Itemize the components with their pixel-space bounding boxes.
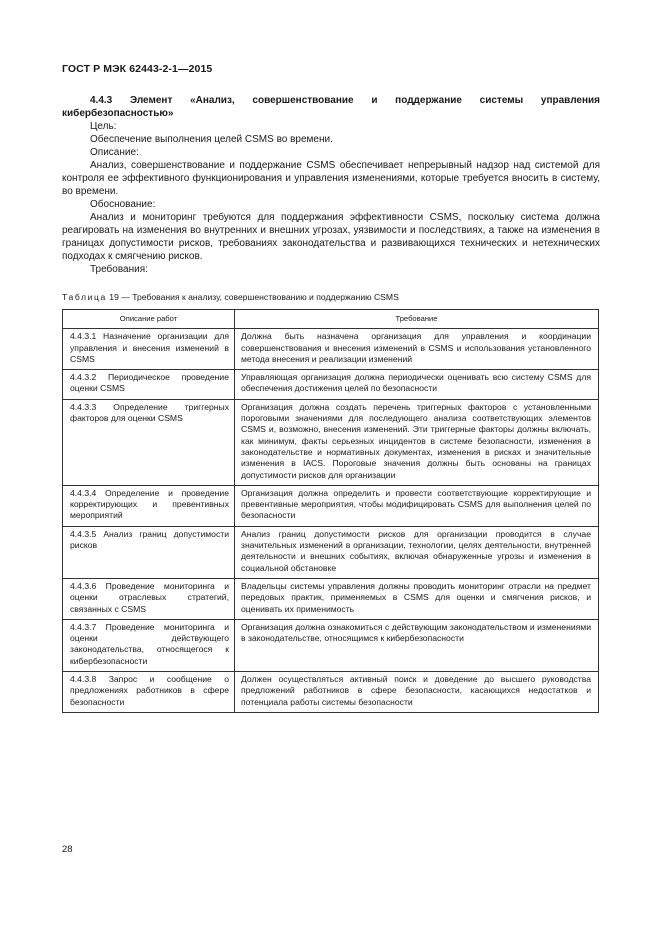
table-caption (62, 292, 399, 302)
requirement-cell: Должна быть назначена организация для управления и координации совершенствования и внесения изменений в CSMS и использования установленного метода внесения и реализации изменений (235, 329, 599, 370)
description-text: Анализ, совершенствование и поддержание CSMS обеспечивает непрерывный надзор над системой для контроля ее эффективного функционирования и управления изменениями, которые требуется вносить в систему, во времени. (62, 160, 600, 197)
table-row (63, 578, 599, 619)
table-row (63, 329, 599, 370)
goal-label: Цель: (90, 121, 117, 132)
description-label: Описание: (90, 147, 139, 158)
section-heading: 4.4.3 Элемент «Анализ, совершенствование и поддержание системы управления кибербезопасностью» (62, 95, 600, 119)
work-description-cell: 4.4.3.4 Определение и проведение корректирующих и превентивных мероприятий (63, 485, 235, 526)
table-row (63, 485, 599, 526)
column-header-work: Описание работ (63, 310, 235, 329)
requirement-cell: Организация должна определить и провести соответствующие корректирующие и превентивные мероприятия, чтобы модифицировать CSMS для выполнения целей по безопасности (235, 485, 599, 526)
work-description-cell: 4.4.3.3 Определение триггерных факторов для оценки CSMS (63, 399, 235, 485)
table-caption-prefix: Таблица (62, 292, 107, 302)
section-body (62, 94, 600, 276)
requirement-cell: Организация должна создать перечень триггерных факторов с установленными пороговыми значениями для последующего анализа соответствующих элементов CSMS и, возможно, внесения изменений. Эти триггерные факторы должны включать, как минимум, факты серьезных инцидентов в системе безопасности, изменения в законодательстве и нормативных документах, изменения в рисках и значительные изменения в IACS. Пороговые значения должны быть основаны на границах допустимости рисков для организации (235, 399, 599, 485)
table-row (63, 370, 599, 400)
table-row (63, 526, 599, 578)
rationale-text: Анализ и мониторинг требуются для поддержания эффективности CSMS, поскольку система должна реагировать на изменения во внутренних и внешних угрозах, уязвимости и последствиях, а также на изменения в границах допустимости рисков, требованиях законодательства и развивающихся технических и нетехнических подходах к смягчению рисков. (62, 212, 600, 262)
requirement-cell: Должен осуществляться активный поиск и доведение до высшего руководства предложений работников в сфере безопасности, касающихся недостатков и потенциала работы системы безопасности (235, 672, 599, 713)
work-description-cell: 4.4.3.7 Проведение мониторинга и оценки действующего законодательства, относящегося к кибербезопасности (63, 619, 235, 671)
work-description-cell: 4.4.3.5 Анализ границ допустимости рисков (63, 526, 235, 578)
requirement-cell: Организация должна ознакомиться с действующим законодательством и изменениями в законодательстве, относящимся к кибербезопасности (235, 619, 599, 671)
work-description-cell: 4.4.3.6 Проведение мониторинга и оценки отраслевых стратегий, связанных с CSMS (63, 578, 235, 619)
column-header-requirement: Требование (235, 310, 599, 329)
work-description-cell: 4.4.3.8 Запрос и сообщение о предложениях работников в сфере безопасности (63, 672, 235, 713)
document-header: ГОСТ Р МЭК 62443-2-1—2015 (62, 63, 213, 75)
work-description-cell: 4.4.3.2 Периодическое проведение оценки CSMS (63, 370, 235, 400)
rationale-label: Обоснование: (90, 199, 156, 210)
work-description-cell: 4.4.3.1 Назначение организации для управления и внесения изменений в CSMS (63, 329, 235, 370)
goal-text: Обеспечение выполнения целей CSMS во времени. (90, 134, 333, 145)
table-row (63, 619, 599, 671)
table-header-row (63, 310, 599, 329)
table-caption-text: 19 — Требования к анализу, совершенствованию и поддержанию CSMS (109, 292, 399, 302)
requirements-table (62, 309, 599, 713)
page-number: 28 (62, 844, 73, 855)
table-row (63, 399, 599, 485)
requirement-cell: Владельцы системы управления должны проводить мониторинг отрасли на предмет передовых практик, применяемых в CSMS для оценки и смягчения рисков, и оценивать их применимость (235, 578, 599, 619)
table-row (63, 672, 599, 713)
requirement-cell: Анализ границ допустимости рисков для организации проводится в случае значительных изменений в организации, технологии, целях деятельности, внутренней деятельности и внешних событиях, включая обнаруженные угрозы и изменения в социальной обстановке (235, 526, 599, 578)
requirements-label: Требования: (90, 264, 148, 275)
requirement-cell: Управляющая организация должна периодически оценивать всю систему CSMS для обеспечения достижения целей по безопасности (235, 370, 599, 400)
